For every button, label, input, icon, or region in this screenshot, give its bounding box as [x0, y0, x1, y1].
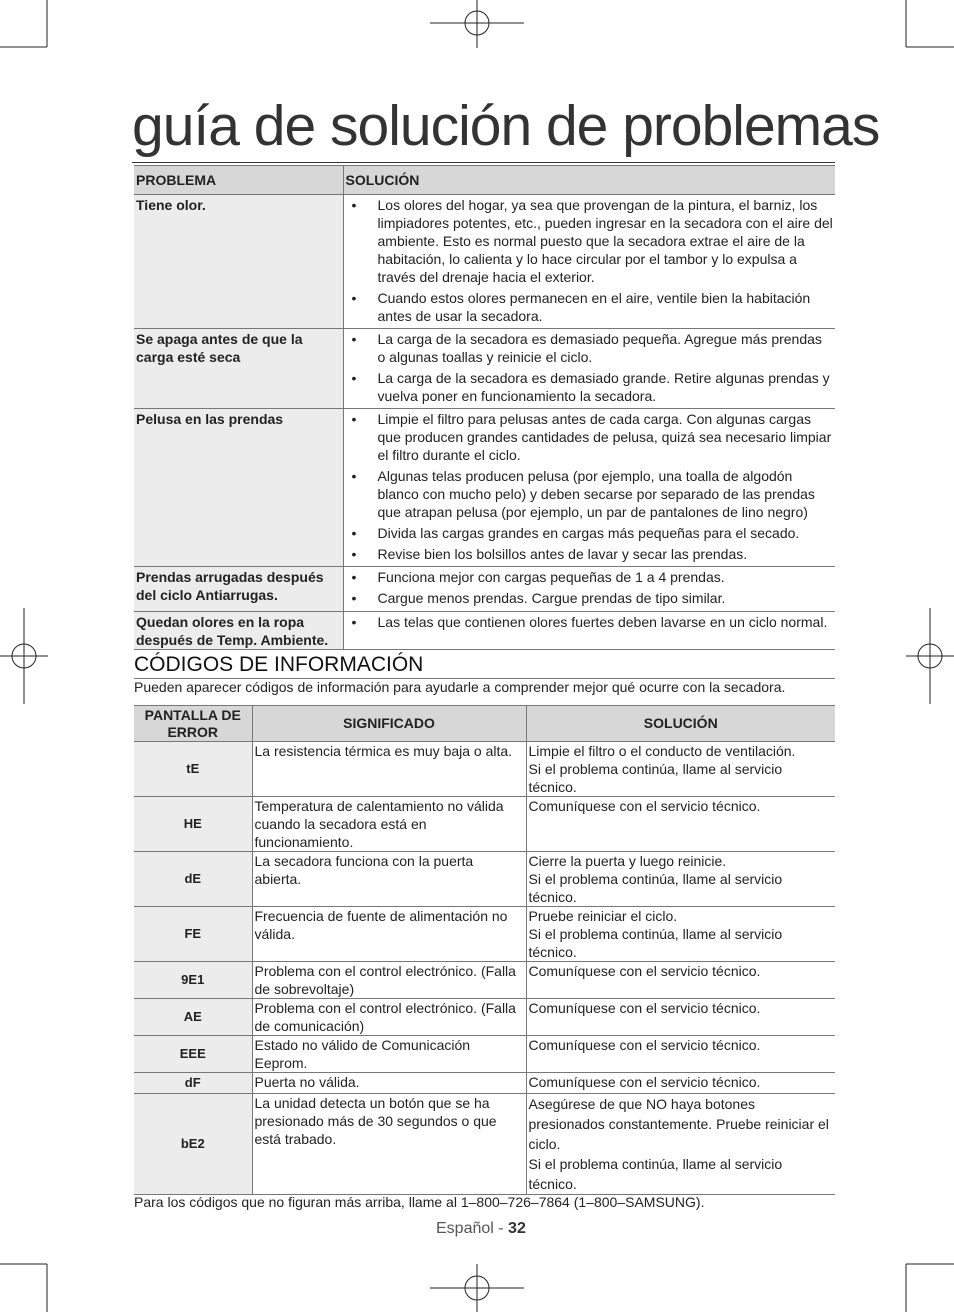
solution-cell	[343, 409, 835, 567]
table-row	[134, 1036, 835, 1073]
solution-item: • Las telas que contienen olores fuertes deben lavarse en un ciclo normal.	[348, 613, 834, 631]
table-row	[134, 852, 835, 907]
column-header-solution: SOLUCIÓN	[526, 706, 835, 742]
solution-cell	[526, 742, 835, 797]
table-row	[134, 742, 835, 797]
table-row	[134, 999, 835, 1036]
error-code: FE	[134, 907, 252, 962]
info-codes-table	[134, 705, 835, 1195]
solution-line: Cierre la puerta y luego reinicie.	[528, 853, 727, 869]
solution-line: Si el problema continúa, llame al servicio técnico.	[528, 926, 783, 960]
table-row	[134, 1073, 835, 1094]
page-number: 32	[508, 1220, 526, 1237]
solution-item: • Cargue menos prendas. Cargue prendas de tipo similar.	[348, 589, 834, 607]
error-code: tE	[134, 742, 252, 797]
page-title: guía de solución de problemas	[132, 90, 835, 163]
error-code: AE	[134, 999, 252, 1036]
solution-item: • Algunas telas producen pelusa (por ejemplo, una toalla de algodón blanco con mucho pelo) y deben secarse por separado de las prendas que atrapan pelusa (por ejemplo, un par de pantalones de lino negro)	[348, 467, 834, 521]
solution-cell	[526, 1036, 835, 1073]
table-header-row	[134, 706, 835, 742]
solution-line: Si el problema continúa, llame al servicio técnico.	[528, 871, 783, 905]
table-row	[134, 567, 835, 612]
problem-cell: Tiene olor.	[134, 195, 343, 329]
solution-line: Comuníquese con el servicio técnico.	[528, 1000, 761, 1016]
error-code: EEE	[134, 1036, 252, 1073]
problem-cell: Se apaga antes de que la carga esté seca	[134, 329, 343, 409]
column-header-problem: PROBLEMA	[134, 166, 343, 195]
solution-cell	[526, 962, 835, 999]
section-intro: Pueden aparecer códigos de información para ayudarle a comprender mejor qué ocurre con la secadora.	[134, 679, 786, 695]
solution-cell	[343, 195, 835, 329]
solution-item: • Cuando estos olores permanecen en el aire, ventile bien la habitación antes de usar la secadora.	[348, 289, 834, 325]
solution-cell	[526, 907, 835, 962]
meaning-cell: Puerta no válida.	[252, 1073, 526, 1094]
meaning-cell: La secadora funciona con la puerta abierta.	[252, 852, 526, 907]
table-row	[134, 612, 835, 650]
meaning-cell: Estado no válido de Comunicación Eeprom.	[252, 1036, 526, 1073]
solution-line: Comuníquese con el servicio técnico.	[528, 798, 761, 814]
page-footer	[436, 1219, 526, 1239]
section-title: CÓDIGOS DE INFORMACIÓN	[134, 652, 835, 679]
table-row	[134, 797, 835, 852]
table-row	[134, 329, 835, 409]
solution-cell	[526, 999, 835, 1036]
solution-item: • Divida las cargas grandes en cargas más pequeñas para el secado.	[348, 524, 834, 542]
column-header-solution: SOLUCIÓN	[343, 166, 835, 195]
solution-line: Limpie el filtro o el conducto de ventilación.	[528, 743, 796, 759]
solution-item: • Limpie el filtro para pelusas antes de cada carga. Con algunas cargas que producen grandes cantidades de pelusa, quizá sea necesario limpiar el filtro durante el ciclo.	[348, 410, 834, 464]
solution-cell	[343, 567, 835, 612]
solution-line: Si el problema continúa, llame al servicio técnico.	[528, 1156, 783, 1192]
solution-item: • La carga de la secadora es demasiado pequeña. Agregue más prendas o algunas toallas y reinicie el ciclo.	[348, 330, 834, 366]
solution-cell	[343, 612, 835, 650]
solution-item: • La carga de la secadora es demasiado grande. Retire algunas prendas y vuelva poner en funcionamiento la secadora.	[348, 369, 834, 405]
table-row	[134, 195, 835, 329]
meaning-cell: La resistencia térmica es muy baja o alta.	[252, 742, 526, 797]
meaning-cell: Temperatura de calentamiento no válida cuando la secadora está en funcionamiento.	[252, 797, 526, 852]
table-row	[134, 907, 835, 962]
error-code: dE	[134, 852, 252, 907]
solution-line: Comuníquese con el servicio técnico.	[528, 963, 761, 979]
solution-cell	[526, 1094, 835, 1195]
meaning-cell: Problema con el control electrónico. (Falla de comunicación)	[252, 999, 526, 1036]
error-code: HE	[134, 797, 252, 852]
table-row	[134, 409, 835, 567]
problem-cell: Prendas arrugadas después del ciclo Antiarrugas.	[134, 567, 343, 612]
column-header-error-display: PANTALLA DE ERROR	[134, 706, 252, 742]
error-code: bE2	[134, 1094, 252, 1195]
table-header-row	[134, 166, 835, 195]
solution-line: Pruebe reiniciar el ciclo.	[528, 908, 678, 924]
solution-line: Asegúrese de que NO haya botones presionados constantemente. Pruebe reiniciar el ciclo.	[528, 1096, 829, 1152]
problem-cell: Quedan olores en la ropa después de Temp. Ambiente.	[134, 612, 343, 650]
solution-cell	[526, 1073, 835, 1094]
footer-language: Español -	[436, 1220, 509, 1237]
solution-item: • Funciona mejor con cargas pequeñas de 1 a 4 prendas.	[348, 568, 834, 586]
solution-cell	[343, 329, 835, 409]
troubleshooting-table	[134, 165, 835, 650]
error-code: 9E1	[134, 962, 252, 999]
solution-item: • Revise bien los bolsillos antes de lavar y secar las prendas.	[348, 545, 834, 563]
solution-line: Comuníquese con el servicio técnico.	[528, 1074, 761, 1090]
meaning-cell: La unidad detecta un botón que se ha presionado más de 30 segundos o que está trabado.	[252, 1094, 526, 1195]
solution-cell	[526, 797, 835, 852]
table-row	[134, 1094, 835, 1195]
solution-line: Comuníquese con el servicio técnico.	[528, 1037, 761, 1053]
problem-cell: Pelusa en las prendas	[134, 409, 343, 567]
meaning-cell: Frecuencia de fuente de alimentación no válida.	[252, 907, 526, 962]
column-header-meaning: SIGNIFICADO	[252, 706, 526, 742]
meaning-cell: Problema con el control electrónico. (Falla de sobrevoltaje)	[252, 962, 526, 999]
footnote: Para los códigos que no figuran más arriba, llame al 1–800–726–7864 (1–800–SAMSUNG).	[134, 1194, 705, 1210]
solution-item: • Los olores del hogar, ya sea que provengan de la pintura, el barniz, los limpiadores potentes, etc., pueden ingresar en la secadora con el aire del ambiente. Esto es normal puesto que la secadora extrae el aire de la habitación, lo calienta y lo hace circular por el tambor y lo expulsa a través del drenaje hacia el exterior.	[348, 196, 834, 286]
solution-line: Si el problema continúa, llame al servicio técnico.	[528, 761, 783, 795]
error-code: dF	[134, 1073, 252, 1094]
solution-cell	[526, 852, 835, 907]
table-row	[134, 962, 835, 999]
